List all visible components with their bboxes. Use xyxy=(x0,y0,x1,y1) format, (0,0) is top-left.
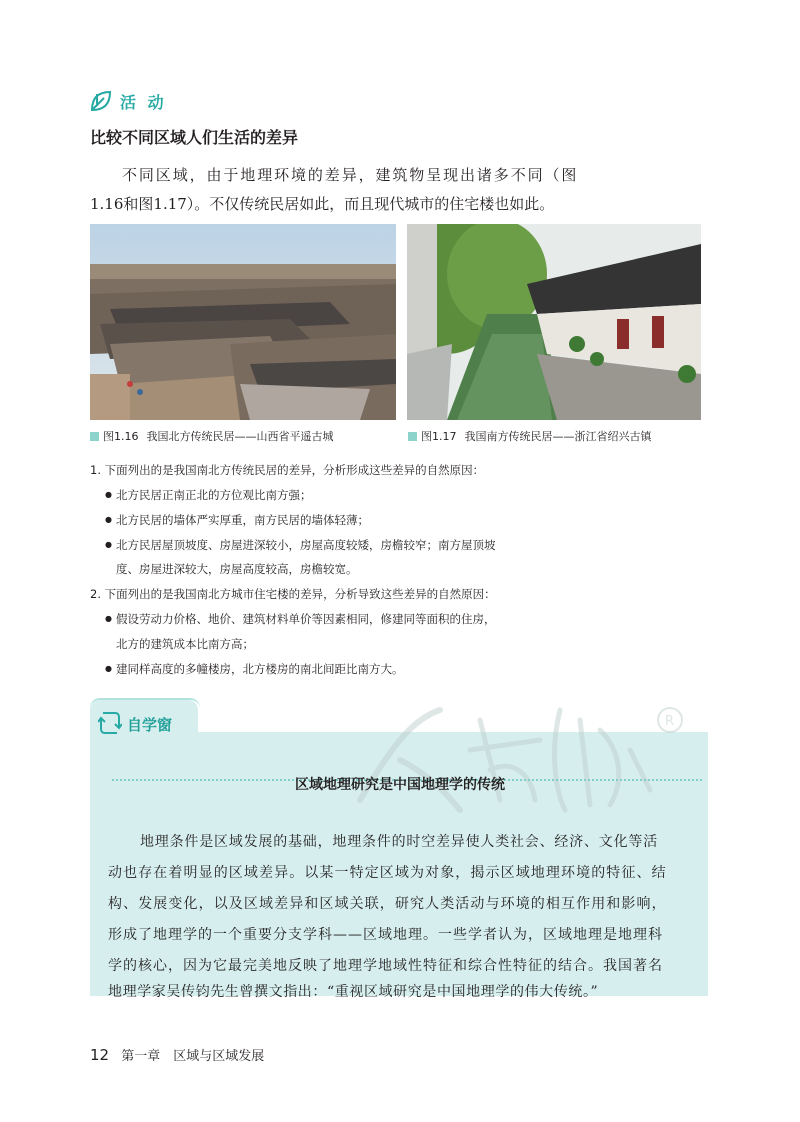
paragraph-line: 形成了地理学的一个重要分支学科——区域地理。一些学者认为，区域地理是地理科 xyxy=(108,927,663,943)
paragraph-line: 动也存在着明显的区域差异。以某一特定区域为对象，揭示区域地理环境的特征、结 xyxy=(108,865,667,881)
activity-label: 活 动 xyxy=(120,92,167,112)
paragraph-line: 构、发展变化，以及区域差异和区域关联，研究人类活动与环境的相互作用和影响， xyxy=(108,896,667,912)
paragraph-line: 地理学家吴传钧先生曾撰文指出：“重视区域研究是中国地理学的伟大传统。” xyxy=(108,984,599,1000)
intro-line-2: 1.16和图1.17）。不仅传统民居如此，而且现代城市的住宅楼也如此。 xyxy=(90,195,555,213)
question-2: 2. 下面列出的是我国南北方城市住宅楼的差异，分析导致这些差异的自然原因： xyxy=(90,587,496,601)
list-item: ● 北方民居的墙体严实厚重，南方民居的墙体轻薄； xyxy=(116,511,369,529)
list-item: ● 假设劳动力价格、地价、建筑材料单价等因素相同，修建同等面积的住房， xyxy=(116,610,496,628)
self-study-refresh-icon xyxy=(98,710,122,736)
photo-north-pingyao xyxy=(90,224,396,420)
list-item-continuation: 北方的建筑成本比南方高； xyxy=(116,637,254,651)
page-footer xyxy=(90,1045,264,1064)
page-number: 12 xyxy=(90,1046,110,1064)
paragraph-line: 学的核心，因为它最完美地反映了地理学地域性特征和综合性特征的结合。我国著名 xyxy=(108,958,663,974)
list-item: ● 北方民居屋顶坡度、房屋进深较小，房屋高度较矮，房檐较窄；南方屋顶坡 xyxy=(116,536,496,554)
list-item-continuation: 度、房屋进深较大，房屋高度较高，房檐较宽。 xyxy=(116,562,358,576)
caption-square-icon xyxy=(408,432,417,441)
activity-header xyxy=(88,86,167,116)
self-study-title: 区域地理研究是中国地理学的传统 xyxy=(295,777,505,793)
photo-south-shaoxing xyxy=(407,224,701,420)
figure-caption-1-16 xyxy=(90,428,334,444)
publisher-watermark xyxy=(350,690,690,820)
figure-caption-text: 我国南方传统民居——浙江省绍兴古镇 xyxy=(464,430,652,443)
figure-caption-text: 我国北方传统民居——山西省平遥古城 xyxy=(146,430,334,443)
caption-square-icon xyxy=(90,432,99,441)
paragraph-line: 地理条件是区域发展的基础，地理条件的时空差异使人类社会、经济、文化等活 xyxy=(140,834,658,850)
self-study-label: 自学窗 xyxy=(127,716,173,734)
list-item: ● 建同样高度的多幢楼房，北方楼房的南北间距比南方大。 xyxy=(116,660,404,678)
figure-caption-1-17 xyxy=(408,428,652,444)
list-item: ● 北方民居正南正北的方位观比南方强； xyxy=(116,486,312,504)
activity-title: 比较不同区域人们生活的差异 xyxy=(90,128,299,147)
figure-number: 图1.17 xyxy=(421,430,457,443)
figure-number: 图1.16 xyxy=(103,430,139,443)
svg-text:R: R xyxy=(665,714,675,729)
question-1: 1. 下面列出的是我国南北方传统民居的差异，分析形成这些差异的自然原因： xyxy=(90,463,485,477)
intro-line-1: 不同区域，由于地理环境的差异，建筑物呈现出诸多不同（图 xyxy=(122,166,579,184)
activity-leaf-icon xyxy=(88,88,114,114)
chapter-title: 第一章 区域与区域发展 xyxy=(121,1049,265,1064)
